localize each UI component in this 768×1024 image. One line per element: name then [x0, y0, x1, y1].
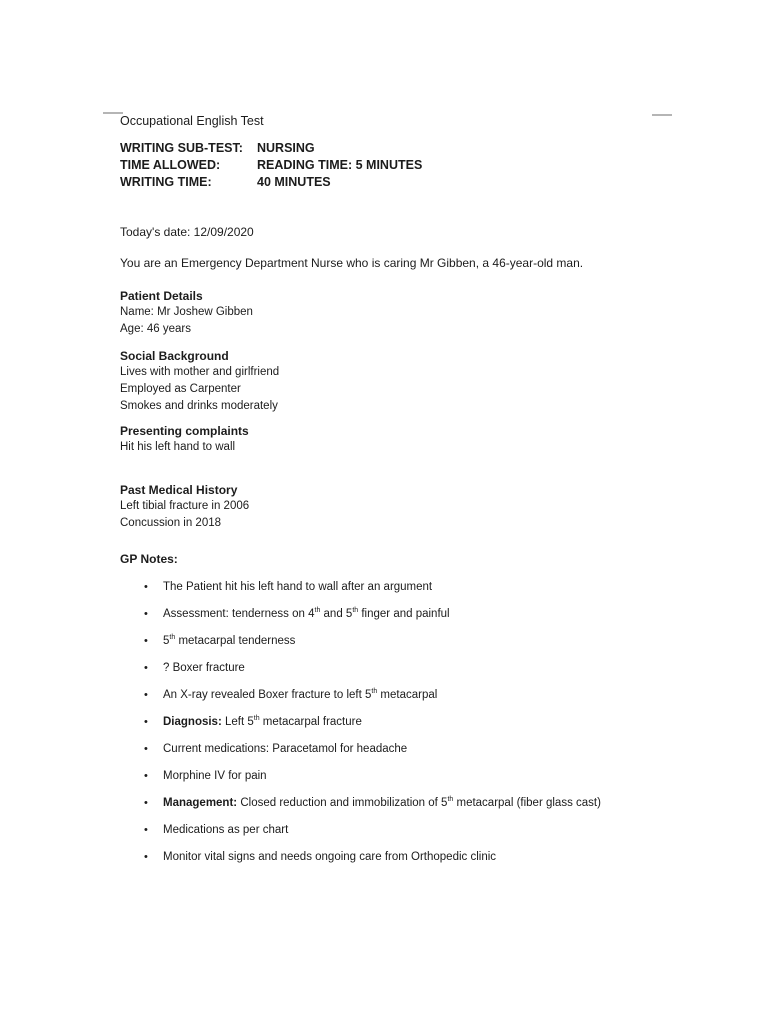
note-text: 5 — [163, 635, 170, 647]
bullet-icon: • — [144, 851, 148, 863]
social-line: Lives with mother and girlfriend — [120, 366, 280, 378]
note-text: Medications as per chart — [163, 824, 289, 836]
header-label: WRITING SUB-TEST: — [120, 141, 243, 155]
bullet-icon: • — [144, 770, 148, 782]
note-text: Assessment: tenderness on 4 — [163, 608, 315, 620]
ordinal-suffix: th — [352, 607, 359, 615]
header-label: WRITING TIME: — [120, 175, 212, 189]
note-text: Left 5 — [224, 716, 254, 728]
note-text: The Patient hit his left hand to wall after an argument — [163, 581, 433, 593]
bullet-icon: • — [144, 608, 148, 620]
header-row-time-allowed — [120, 157, 680, 174]
ordinal-suffix: th — [253, 715, 260, 723]
ordinal-suffix: th — [447, 796, 454, 804]
note-text: Morphine IV for pain — [163, 770, 267, 782]
gp-notes-title: GP Notes: — [120, 552, 178, 566]
note-text: Current medications: Paracetamol for headache — [163, 743, 408, 755]
note-label: Diagnosis: — [163, 716, 225, 728]
header-value: NURSING — [257, 141, 315, 155]
section-title: Patient Details — [120, 289, 203, 303]
header-row-writing-time — [120, 174, 680, 191]
section-title: Past Medical History — [120, 483, 238, 497]
list-item — [120, 714, 680, 741]
bullet-icon: • — [144, 662, 148, 674]
list-item — [120, 822, 680, 849]
ordinal-suffix: th — [314, 607, 321, 615]
header-value: 40 MINUTES — [257, 175, 331, 189]
section-social-background — [120, 348, 680, 415]
note-text: Closed reduction and immobilization of 5 — [240, 797, 448, 809]
intro-text: You are an Emergency Department Nurse who is caring Mr Gibben, a 46-year-old man. — [120, 256, 584, 270]
test-header — [120, 140, 680, 191]
history-line: Concussion in 2018 — [120, 517, 222, 529]
list-item — [120, 687, 680, 714]
list-item — [120, 795, 680, 822]
list-item — [120, 660, 680, 687]
ordinal-suffix: th — [169, 634, 176, 642]
gp-notes-list — [120, 579, 680, 876]
social-line: Employed as Carpenter — [120, 383, 241, 395]
section-title: Social Background — [120, 349, 229, 363]
section-title: Presenting complaints — [120, 424, 249, 438]
header-row-subtest — [120, 140, 680, 157]
note-text: ? Boxer fracture — [163, 662, 245, 674]
note-text: Monitor vital signs and needs ongoing care from Orthopedic clinic — [163, 851, 497, 863]
bullet-icon: • — [144, 824, 148, 836]
section-patient-details — [120, 288, 680, 338]
header-value: READING TIME: 5 MINUTES — [257, 158, 423, 172]
list-item — [120, 579, 680, 606]
list-item — [120, 633, 680, 660]
note-text: finger and painful — [358, 608, 450, 620]
ordinal-suffix: th — [371, 688, 378, 696]
patient-name: Name: Mr Joshew Gibben — [120, 306, 253, 318]
note-text: metacarpal tenderness — [175, 635, 296, 647]
list-item — [120, 606, 680, 633]
bullet-icon: • — [144, 716, 148, 728]
bullet-icon: • — [144, 743, 148, 755]
note-text: metacarpal — [377, 689, 438, 701]
section-past-medical-history — [120, 482, 680, 532]
section-presenting-complaints — [120, 423, 680, 456]
note-label: Management: — [163, 797, 241, 809]
bullet-icon: • — [144, 581, 148, 593]
note-text: metacarpal fracture — [259, 716, 362, 728]
bullet-icon: • — [144, 635, 148, 647]
patient-age: Age: 46 years — [120, 323, 191, 335]
list-item — [120, 849, 680, 876]
todays-date: Today's date: 12/09/2020 — [120, 225, 254, 239]
header-label: TIME ALLOWED: — [120, 158, 221, 172]
history-line: Left tibial fracture in 2006 — [120, 500, 250, 512]
note-text: An X-ray revealed Boxer fracture to left 5 — [163, 689, 372, 701]
list-item — [120, 741, 680, 768]
note-text: metacarpal (fiber glass cast) — [453, 797, 601, 809]
social-line: Smokes and drinks moderately — [120, 400, 278, 412]
document-title: Occupational English Test — [120, 114, 264, 128]
bullet-icon: • — [144, 689, 148, 701]
document-content — [120, 114, 680, 876]
note-text: and 5 — [320, 608, 353, 620]
bullet-icon: • — [144, 797, 148, 809]
complaint-line: Hit his left hand to wall — [120, 441, 236, 453]
list-item — [120, 768, 680, 795]
